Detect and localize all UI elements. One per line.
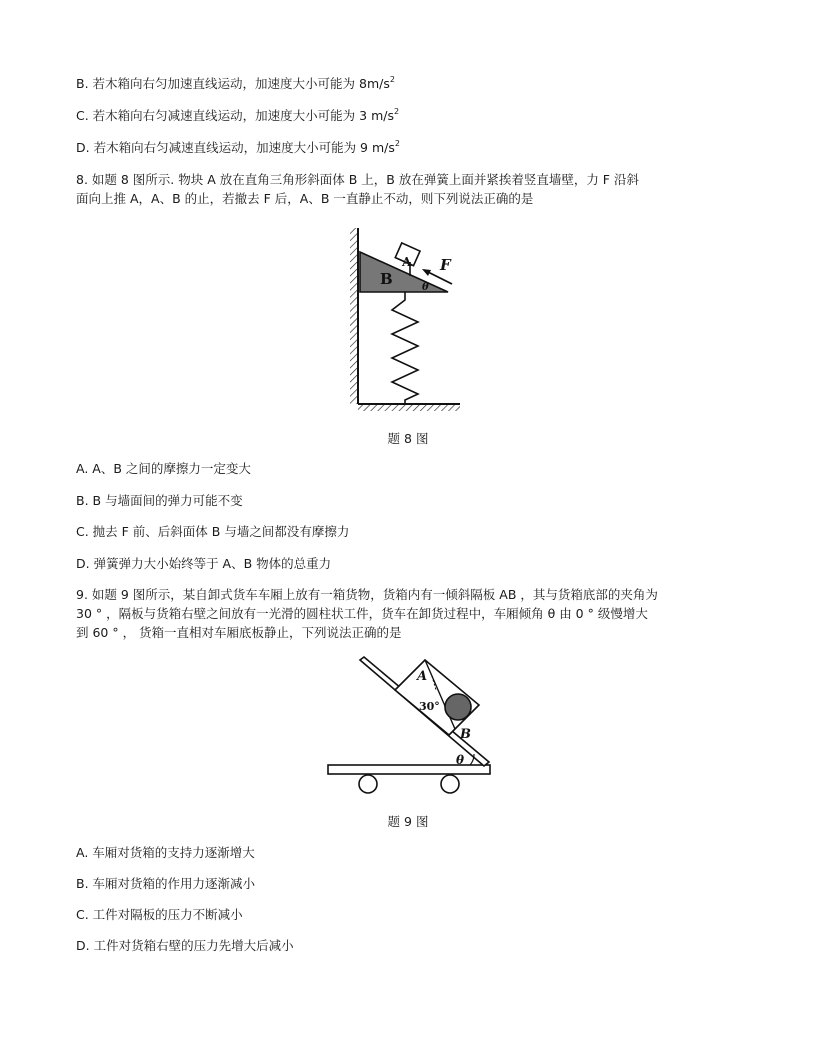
q9-figure [322, 656, 496, 796]
q9-caption: 题 9 图 [387, 814, 429, 829]
q7-option-b: B. 若木箱向右匀加速直线运动，加速度大小可能为 $8m/s^2$ [76, 74, 395, 91]
q9-stem-line3: 到 60 ° ， 货箱一直相对车厢底板静止，下列说法正确的是 [76, 625, 402, 640]
spring [392, 292, 418, 404]
label-theta: θ [456, 753, 465, 767]
label-theta: θ [422, 282, 429, 293]
label-a: A [402, 255, 412, 269]
q9-stem-line2: 30 ° ，隔板与货箱右壁之间放有一光滑的圆柱状工件，货车在卸货过程中，车厢倾角 θ 由 0 ° 级慢增大 [76, 606, 648, 621]
q8-option-a: A. A、B 之间的摩擦力一定变大 [76, 461, 251, 476]
q9-option-b: B. 车厢对货箱的作用力逐渐减小 [76, 876, 256, 891]
label-b: B [460, 727, 471, 742]
q8-option-d: D. 弹簧弹力大小始终等于 A、B 物体的总重力 [76, 556, 332, 571]
floor-hatch [358, 404, 460, 411]
q7-option-c: C. 若木箱向右匀减速直线运动，加速度大小可能为 3 $m/s^2$ [76, 106, 400, 123]
q8-option-c: C. 抛去 F 前、后斜面体 B 与墙之间都没有摩擦力 [76, 524, 350, 539]
q8-stem-line2: 面向上推 A，A、B 的止，若撤去 F 后，A、B 一直静止不动，则下列说法正确的是 [76, 191, 534, 206]
label-b: B [380, 270, 393, 288]
q9-option-c: C. 工件对隔板的压力不断减小 [76, 907, 243, 922]
q8-option-b: B. B 与墙面间的弹力可能不变 [76, 493, 243, 508]
wheel-right [441, 775, 459, 793]
wheel-left [359, 775, 377, 793]
truck-bed [328, 765, 490, 774]
q8-stem-line1: 8. 如题 8 图所示. 物块 A 放在直角三角形斜面体 B 上，B 放在弹簧上面并紧挨着竖直墙壁，力 F 沿斜 [76, 172, 639, 187]
q9-option-a: A. 车厢对货箱的支持力逐渐增大 [76, 845, 255, 860]
label-f: F [440, 256, 451, 274]
label-30-deg: 30° [419, 700, 440, 713]
q9-option-d: D. 工件对货箱右壁的压力先增大后减小 [76, 938, 294, 953]
cylinder-workpiece [445, 694, 471, 720]
wall-hatch [350, 228, 358, 404]
label-a: A [417, 669, 428, 684]
q8-figure [340, 222, 470, 412]
q9-stem-line1: 9. 如题 9 图所示，某自卸式货车车厢上放有一箱货物，货箱内有一倾斜隔板 AB ，其与货箱底部的夹角为 [76, 587, 658, 602]
force-f-arrowhead [422, 269, 431, 276]
q8-caption: 题 8 图 [387, 431, 429, 446]
q7-option-d: D. 若木箱向右匀减速直线运动，加速度大小可能为 9 $m/s^2$ [76, 138, 400, 155]
